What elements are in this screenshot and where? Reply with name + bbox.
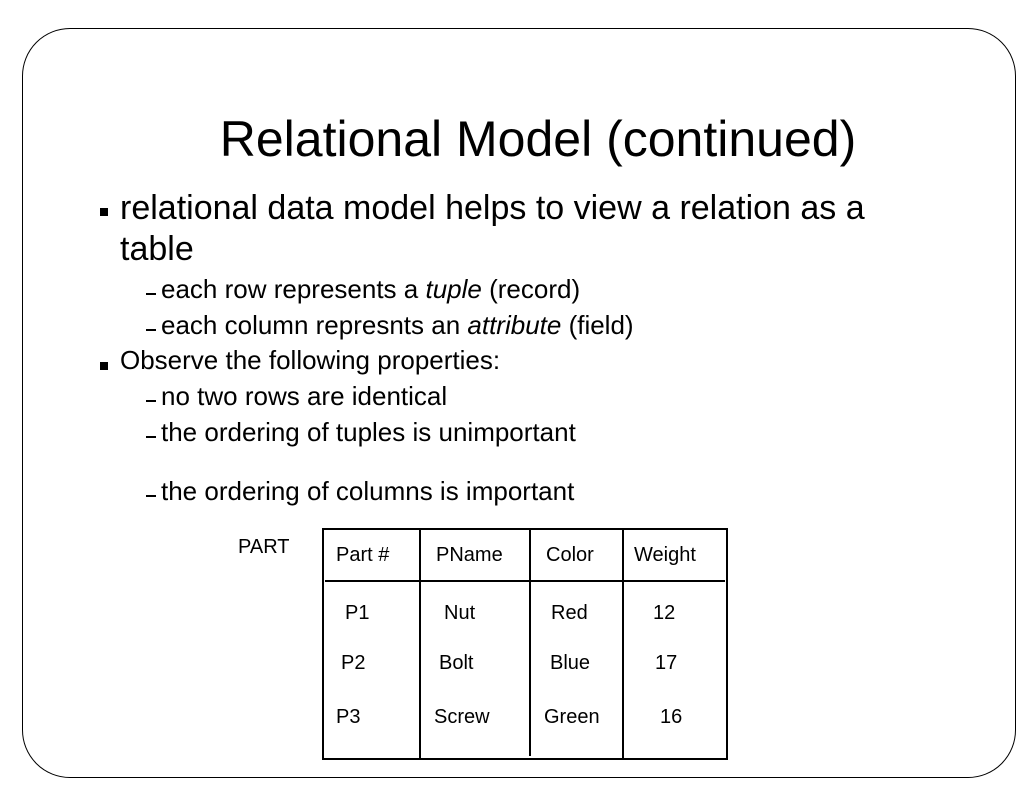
column-divider [622, 530, 624, 758]
sub-text: each column represnts an [161, 310, 468, 340]
sub-text: (record) [481, 274, 581, 304]
dash-icon [146, 495, 156, 497]
emphasis-term: attribute [467, 310, 562, 340]
sub-bullet-2-2: the ordering of tuples is unimportant [161, 417, 576, 447]
bullet-2-line-1: Observe the following properties: [120, 345, 501, 375]
slide-title: Relational Model (continued) [219, 111, 857, 167]
column-divider [529, 530, 531, 756]
sub-bullet-1-2 [161, 309, 634, 341]
emphasis-term: tuple [425, 274, 482, 304]
table-cell: P3 [336, 706, 361, 728]
dash-icon [146, 400, 156, 402]
header-divider [325, 580, 725, 582]
table-cell: P1 [345, 602, 370, 624]
table-cell: P2 [341, 652, 366, 674]
sub-text: each row represents a [161, 274, 426, 304]
column-header: Part # [336, 544, 390, 566]
table-cell: Screw [434, 706, 490, 728]
sub-bullet-1-1 [161, 273, 580, 305]
sub-bullet-2-1: no two rows are identical [161, 381, 448, 411]
bullet-1-line-1: relational data model helps to view a relation as a [120, 189, 865, 227]
column-divider [419, 530, 421, 758]
relation-name: PART [238, 536, 290, 558]
bullet-square-icon [100, 208, 108, 216]
table-cell: 17 [655, 652, 678, 674]
table-cell: Blue [550, 652, 591, 674]
sub-bullet-2-3: the ordering of columns is important [161, 476, 575, 506]
table-cell: Bolt [439, 652, 474, 674]
dash-icon [146, 329, 156, 331]
sub-text: (field) [561, 310, 634, 340]
table-cell: 12 [653, 602, 676, 624]
bullet-1-line-2: table [120, 230, 194, 268]
table-cell: 16 [660, 706, 683, 728]
table-cell: Red [551, 602, 588, 624]
column-header: Color [546, 544, 594, 566]
column-header: PName [436, 544, 503, 566]
column-header: Weight [634, 544, 696, 566]
table-cell: Green [544, 706, 600, 728]
table-cell: Nut [444, 602, 476, 624]
dash-icon [146, 436, 156, 438]
dash-icon [146, 293, 156, 295]
bullet-square-icon [100, 362, 108, 370]
